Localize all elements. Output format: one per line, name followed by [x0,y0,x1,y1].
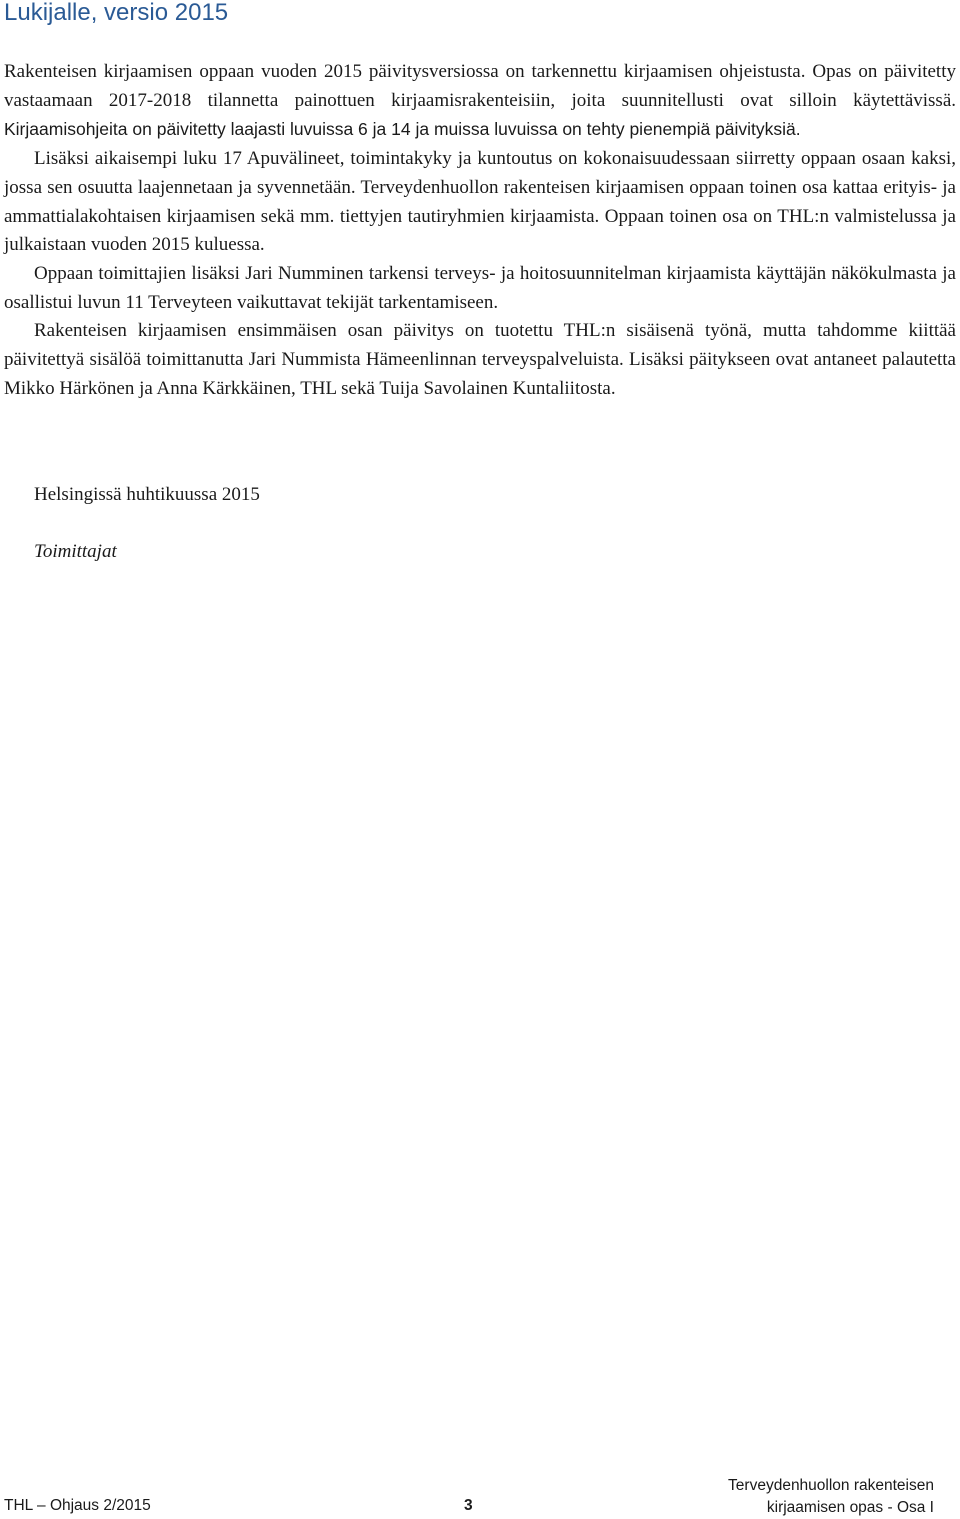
footer-title [728,1475,934,1519]
signature: Toimittajat [34,541,117,562]
footer-title-line-2: kirjaamisen opas - Osa I [766,1499,934,1516]
footer-title-line-1: Terveydenhuollon rakenteisen [728,1477,934,1494]
paragraph-3: Oppaan toimittajien lisäksi Jari Numminen tarkensi terveys- ja hoitosuunnitelman kirjaamista käyttäjän näkökulmasta ja osallistui luvun 11 Terveyteen vaikuttavat tekijät tarkentamiseen. [4,262,956,313]
page-heading: Lukijalle, versio 2015 [4,0,229,26]
footer-publication: THL – Ohjaus 2/2015 [4,1497,151,1514]
paragraph-1-sans: Kirjaamisohjeita on päivitetty laajasti luvuissa 6 ja 14 ja muissa luvuissa on tehty pienempiä päivityksiä. [4,119,801,140]
footer-page-number: 3 [464,1497,473,1514]
paragraph-2: Lisäksi aikaisempi luku 17 Apuvälineet, toimintakyky ja kuntoutus on kokonaisuudessaan siirretty oppaan osaan kaksi, jossa sen osuutta laajennetaan ja syvennetään. Terveydenhuollon rakenteisen kirjaamisen oppaan toinen osa kattaa erityis- ja ammattialakohtaisen kirjaamisen sekä mm. tiettyjen tautiryhmien kirjaamista. Oppaan toinen osa on THL:n valmistelussa ja julkaistaan vuoden 2015 kuluessa. [4,148,956,256]
body-text [4,58,956,403]
place-date: Helsingissä huhtikuussa 2015 [34,484,260,505]
paragraph-1-serif: Rakenteisen kirjaamisen oppaan vuoden 2015 päivitysversiossa on tarkennettu kirjaamisen ohjeistusta. Opas on päivitetty vastaamaan 2017-2018 tilannetta painottuen kirjaamisrakenteisiin, joita suunnitellusti ovat silloin käytettävissä. [4,61,956,111]
paragraph-1 [4,58,956,145]
paragraph-4: Rakenteisen kirjaamisen ensimmäisen osan päivitys on tuotettu THL:n sisäisenä työnä, mutta tahdomme kiittää päivitettyä sisälöä toimittanutta Jari Nummista Hämeenlinnan terveyspalveluista. Lisäksi päitykseen ovat antaneet palautetta Mikko Härkönen ja Anna Kärkkäinen, THL sekä Tuija Savolainen Kuntaliitosta. [4,320,956,399]
